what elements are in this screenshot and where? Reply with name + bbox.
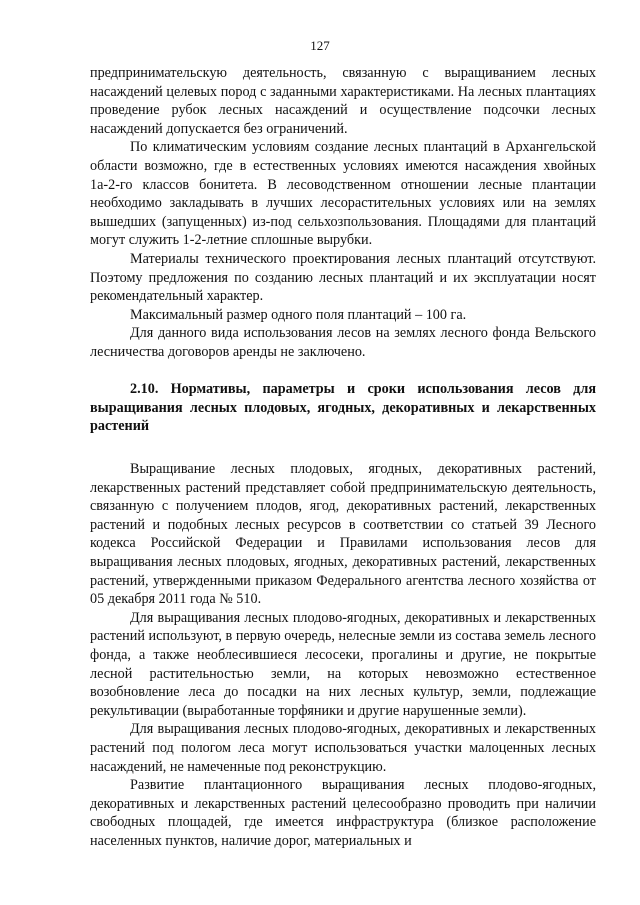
paragraph-land-use: Для выращивания лесных плодово-ягодных, декоративных и лекарственных растений используют, в первую очередь, нелесные земли из состава земель лесного фонда, а также необлесившиеся лесосеки, прогалины и другие, не покрытые лесной растительностью земли, на которых невозможно естественное возобновление леса до посадки на них лесных культур, земли, подлежащие рекультивации (выработанные торфяники и другие нарушенные земли). (90, 609, 596, 719)
paragraph-definition: Выращивание лесных плодовых, ягодных, декоративных растений, лекарственных растений представляет собой предпринимательскую деятельность, связанную с получением плодов, ягод, декоративных растений, лекарственных растений и подобных лесных ресурсов в соответствии со статьей 39 Лесного кодекса Российской Федерации и Правилами использования лесов для выращивания лесных плодовых, ягодных, декоративных растений, лекарственных растений, утвержденными приказом Федерального агентства лесного хозяйства от 05 декабря 2011 года № 510. (90, 461, 596, 608)
page-number: 127 (310, 38, 330, 53)
paragraph-max-field-size: Максимальный размер одного поля плантаций – 100 га. (130, 306, 467, 323)
paragraph-no-leases: Для данного вида использования лесов на землях лесного фонда Вельского лесничества договоров аренды не заключено. (90, 325, 596, 360)
paragraph-plantation-development: Развитие плантационного выращивания лесных плодово-ягодных, декоративных и лекарственных растений целесообразно проводить при наличии свободных площадей, где имеется инфраструктура (близкое расположение населенных пунктов, наличие дорог, материальных и (90, 777, 596, 849)
paragraph-design-materials: Материалы технического проектирования лесных плантаций отсутствуют. Поэтому предложения по созданию лесных плантаций и их эксплуатации носят рекомендательный характер. (90, 250, 596, 305)
paragraph-climate-conditions: По климатическим условиям создание лесных плантаций в Архангельской области возможно, где в естественных условиях имеются насаждения хвойных 1а-2-го классов бонитета. В лесоводственном отношении лесные плантации необходимо закладывать в лучших лесорастительных условиях или на землях вышедших (запущенных) из-под сельхозпользования. Площадями для плантаций могут служить 1-2-летние сплошные вырубки. (90, 139, 596, 249)
top-text-block (90, 64, 596, 362)
section-heading: 2.10. Нормативы, параметры и сроки использования лесов для выращивания лесных плодовых, ягодных, декоративных и лекарственных растений (90, 381, 596, 435)
paragraph-continued: предпринимательскую деятельность, связанную с выращиванием лесных насаждений целевых пород с заданными характеристиками. На лесных плантациях проведение рубок лесных насаждений и осуществление подсочки лесных насаждений допускается без ограничений. (90, 65, 596, 137)
paragraph-canopy-plots: Для выращивания лесных плодово-ягодных, декоративных и лекарственных растений под пологом леса могут использоваться участки малоценных лесных насаждений, не намеченные под реконструкцию. (90, 721, 596, 775)
bottom-text-block (90, 460, 596, 850)
